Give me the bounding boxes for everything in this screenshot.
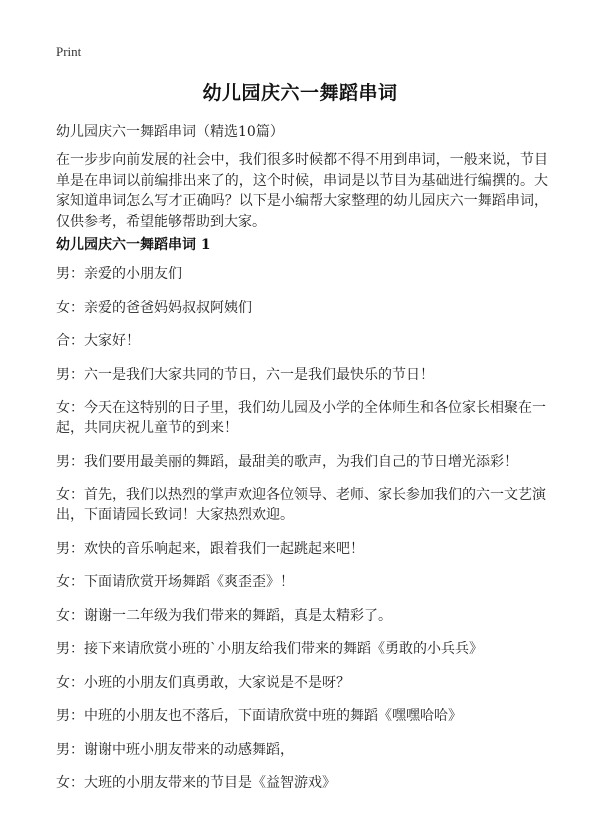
dialogue-line: 女：下面请欣赏开场舞蹈《爽歪歪》！: [56, 574, 294, 590]
dialogue-line: 男：欢快的音乐响起来，跟着我们一起跳起来吧！: [56, 540, 364, 557]
dialogue-line: 女：谢谢一二年级为我们带来的舞蹈，真是太精彩了。: [56, 607, 392, 624]
dialogue-line: 男：中班的小朋友也不落后，下面请欣赏中班的舞蹈《嘿嘿哈哈》: [56, 708, 462, 724]
document-subtitle: 幼儿园庆六一舞蹈串词（精选10篇）: [56, 124, 284, 140]
dialogue-line: 女：大班的小朋友带来的节目是《益智游戏》: [56, 775, 336, 791]
dialogue-line: 女：亲爱的爸爸妈妈叔叔阿姨们: [56, 299, 252, 316]
print-link[interactable]: Print: [56, 44, 82, 59]
dialogue-line: 女：首先，我们以热烈的掌声欢迎各位领导、老师、家长参加我们的六一文艺演出，下面请园长致词！大家热烈欢迎。: [56, 487, 546, 523]
dialogue-line: 男：接下来请欣赏小班的`小朋友给我们带来的舞蹈《勇敢的小兵兵》: [56, 641, 483, 657]
section-heading: 幼儿园庆六一舞蹈串词 1: [56, 237, 211, 253]
dialogue-line: 女：小班的小朋友们真勇敢，大家说是不是呀？: [56, 674, 350, 691]
dialogue-line: 男：亲爱的小朋友们: [56, 266, 182, 282]
dialogue-line: 女：今天在这特别的日子里，我们幼儿园及小学的全体师生和各位家长相聚在一起，共同庆祝儿童节的到来！: [56, 400, 546, 436]
document-title: 幼儿园庆六一舞蹈串词: [202, 82, 398, 104]
intro-paragraph: 在一步步向前发展的社会中，我们很多时候都不得不用到串词，一般来说，节目单是在串词以前编排出来了的，这个时候，串词是以节目为基础进行编撰的。大家知道串词怎么写才正确吗？以下是小编帮大家整理的幼儿园庆六一舞蹈串词，仅供参考，希望能够帮助到大家。: [56, 152, 548, 230]
dialogue-line: 男：谢谢中班小朋友带来的动感舞蹈，: [56, 741, 294, 758]
dialogue-line: 男：我们要用最美丽的舞蹈，最甜美的歌声，为我们自己的节日增光添彩！: [56, 453, 518, 470]
dialogue-list: [56, 264, 548, 807]
dialogue-line: 男：六一是我们大家共同的节日，六一是我们最快乐的节日！: [56, 366, 434, 383]
dialogue-line: 合：大家好！: [56, 333, 140, 349]
